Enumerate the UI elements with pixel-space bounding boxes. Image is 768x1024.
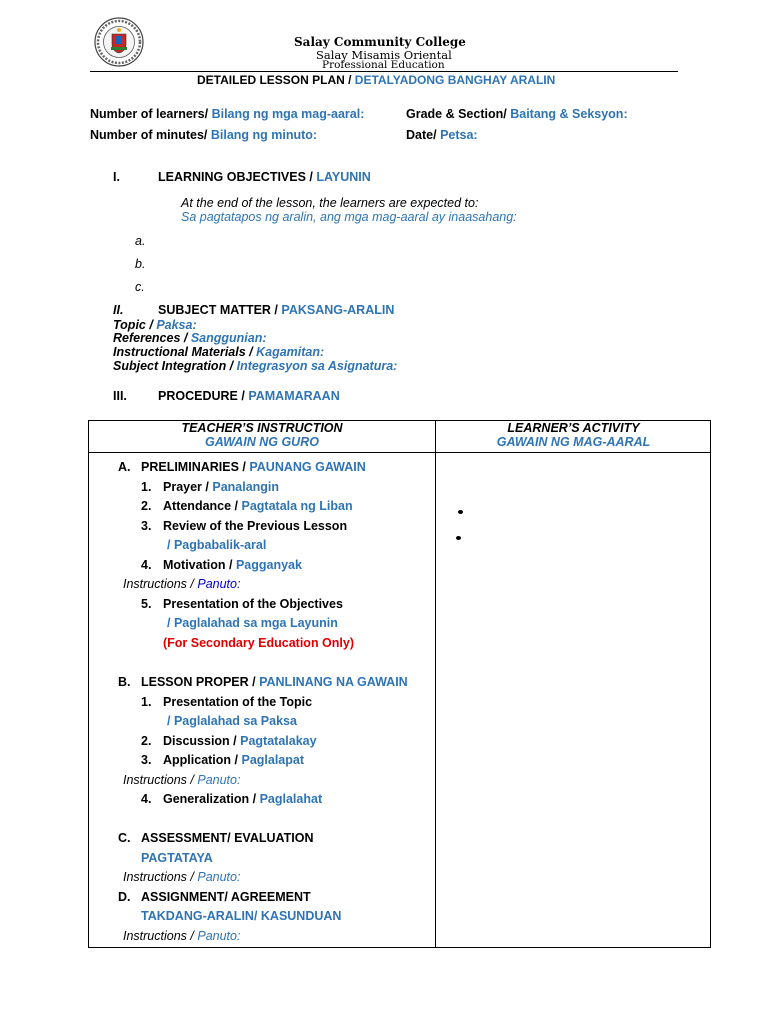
learner-header-fil: GAWAIN NG MAG-AARAL <box>496 435 651 449</box>
page-title: DETAILED LESSON PLAN / DETALYADONG BANGHAY ARALIN <box>197 73 556 87</box>
instructions-label: Instructions / Panuto: <box>123 870 241 884</box>
objectives-heading: LEARNING OBJECTIVES / LAYUNIN <box>158 170 371 184</box>
learner-column-header <box>436 421 711 453</box>
list-item: Discussion / Pagtatalakay <box>163 734 317 748</box>
instructions-label: Instructions / Panuto: <box>123 577 241 591</box>
list-item: Presentation of the Objectives <box>163 597 343 611</box>
section-c-heading-fil: PAGTATAYA <box>141 851 213 865</box>
list-item: Motivation / Pagganyak <box>163 558 302 572</box>
bullet-dot <box>458 510 463 514</box>
objective-item: a. <box>135 234 146 248</box>
bullet-dot <box>456 536 461 540</box>
grade-field-label: Grade & Section/ Baitang & Seksyon: <box>406 107 628 121</box>
list-item: / Pagbabalik-aral <box>167 538 267 552</box>
objective-item: b. <box>135 257 146 271</box>
list-item: 2. <box>141 734 152 748</box>
list-item: 4. <box>141 792 152 806</box>
objectives-numeral: I. <box>113 170 120 184</box>
learner-header-en: LEARNER’S ACTIVITY <box>507 421 640 435</box>
date-field-label: Date/ Petsa: <box>406 128 478 142</box>
college-name: Salay Community College <box>294 35 466 49</box>
list-item: 3. <box>141 519 152 533</box>
topic-field: Topic / Paksa: <box>113 318 197 332</box>
objectives-intro-fil: Sa pagtatapos ng aralin, ang mga mag-aaral ay inaasahang: <box>181 210 517 224</box>
section-a-heading: PRELIMINARIES / PAUNANG GAWAIN <box>141 460 366 474</box>
list-item: Application / Paglalapat <box>163 753 305 767</box>
section-a-letter: A. <box>118 460 131 474</box>
department-name: Professional Education <box>322 59 445 71</box>
section-d-heading-fil: TAKDANG-ARALIN/ KASUNDUAN <box>141 909 342 923</box>
objective-item: c. <box>135 280 145 294</box>
instructions-label: Instructions / Panuto: <box>123 773 241 787</box>
secondary-note: (For Secondary Education Only) <box>163 636 354 650</box>
list-item: 1. <box>141 480 152 494</box>
list-item: Presentation of the Topic <box>163 695 313 709</box>
list-item: 5. <box>141 597 152 611</box>
integration-field: Subject Integration / Integrasyon sa Asignatura: <box>113 359 398 373</box>
list-item: / Paglalahad sa Paksa <box>167 714 297 728</box>
list-item: 3. <box>141 753 152 767</box>
section-c-heading: ASSESSMENT/ EVALUATION <box>141 831 314 845</box>
minutes-field-label: Number of minutes/ Bilang ng minuto: <box>90 128 318 142</box>
subject-numeral: II. <box>113 303 124 317</box>
college-seal-logo <box>89 17 149 67</box>
section-d-heading: ASSIGNMENT/ AGREEMENT <box>141 890 311 904</box>
procedure-table <box>88 420 711 948</box>
header-divider <box>90 71 678 72</box>
procedure-heading: PROCEDURE / PAMAMARAAN <box>158 389 340 403</box>
section-d-letter: D. <box>118 890 131 904</box>
section-c-letter: C. <box>118 831 131 845</box>
teacher-header-en: TEACHER’S INSTRUCTION <box>181 421 343 435</box>
teacher-instruction-cell <box>89 453 436 948</box>
section-b-letter: B. <box>118 675 131 689</box>
list-item: Attendance / Pagtatala ng Liban <box>163 499 353 513</box>
instructions-label: Instructions / Panuto: <box>123 929 241 943</box>
list-item: 2. <box>141 499 152 513</box>
references-field: References / Sanggunian: <box>113 331 267 345</box>
section-b-heading: LESSON PROPER / PANLINANG NA GAWAIN <box>141 675 408 689</box>
list-item: Review of the Previous Lesson <box>163 519 348 533</box>
materials-field: Instructional Materials / Kagamitan: <box>113 345 325 359</box>
procedure-numeral: III. <box>113 389 127 403</box>
teacher-header-fil: GAWAIN NG GURO <box>205 435 319 449</box>
list-item: 1. <box>141 695 152 709</box>
teacher-column-header <box>89 421 436 453</box>
list-item: Prayer / Panalangin <box>163 480 280 494</box>
learner-activity-cell <box>436 453 711 948</box>
objectives-intro-en: At the end of the lesson, the learners are expected to: <box>181 196 479 210</box>
list-item: 4. <box>141 558 152 572</box>
college-location: Salay Misamis Oriental <box>316 48 452 62</box>
list-item: / Paglalahad sa mga Layunin <box>167 616 338 630</box>
learners-field-label: Number of learners/ Bilang ng mga mag-aaral: <box>90 107 365 121</box>
subject-heading: SUBJECT MATTER / PAKSANG-ARALIN <box>158 303 395 317</box>
list-item: Generalization / Paglalahat <box>163 792 323 806</box>
